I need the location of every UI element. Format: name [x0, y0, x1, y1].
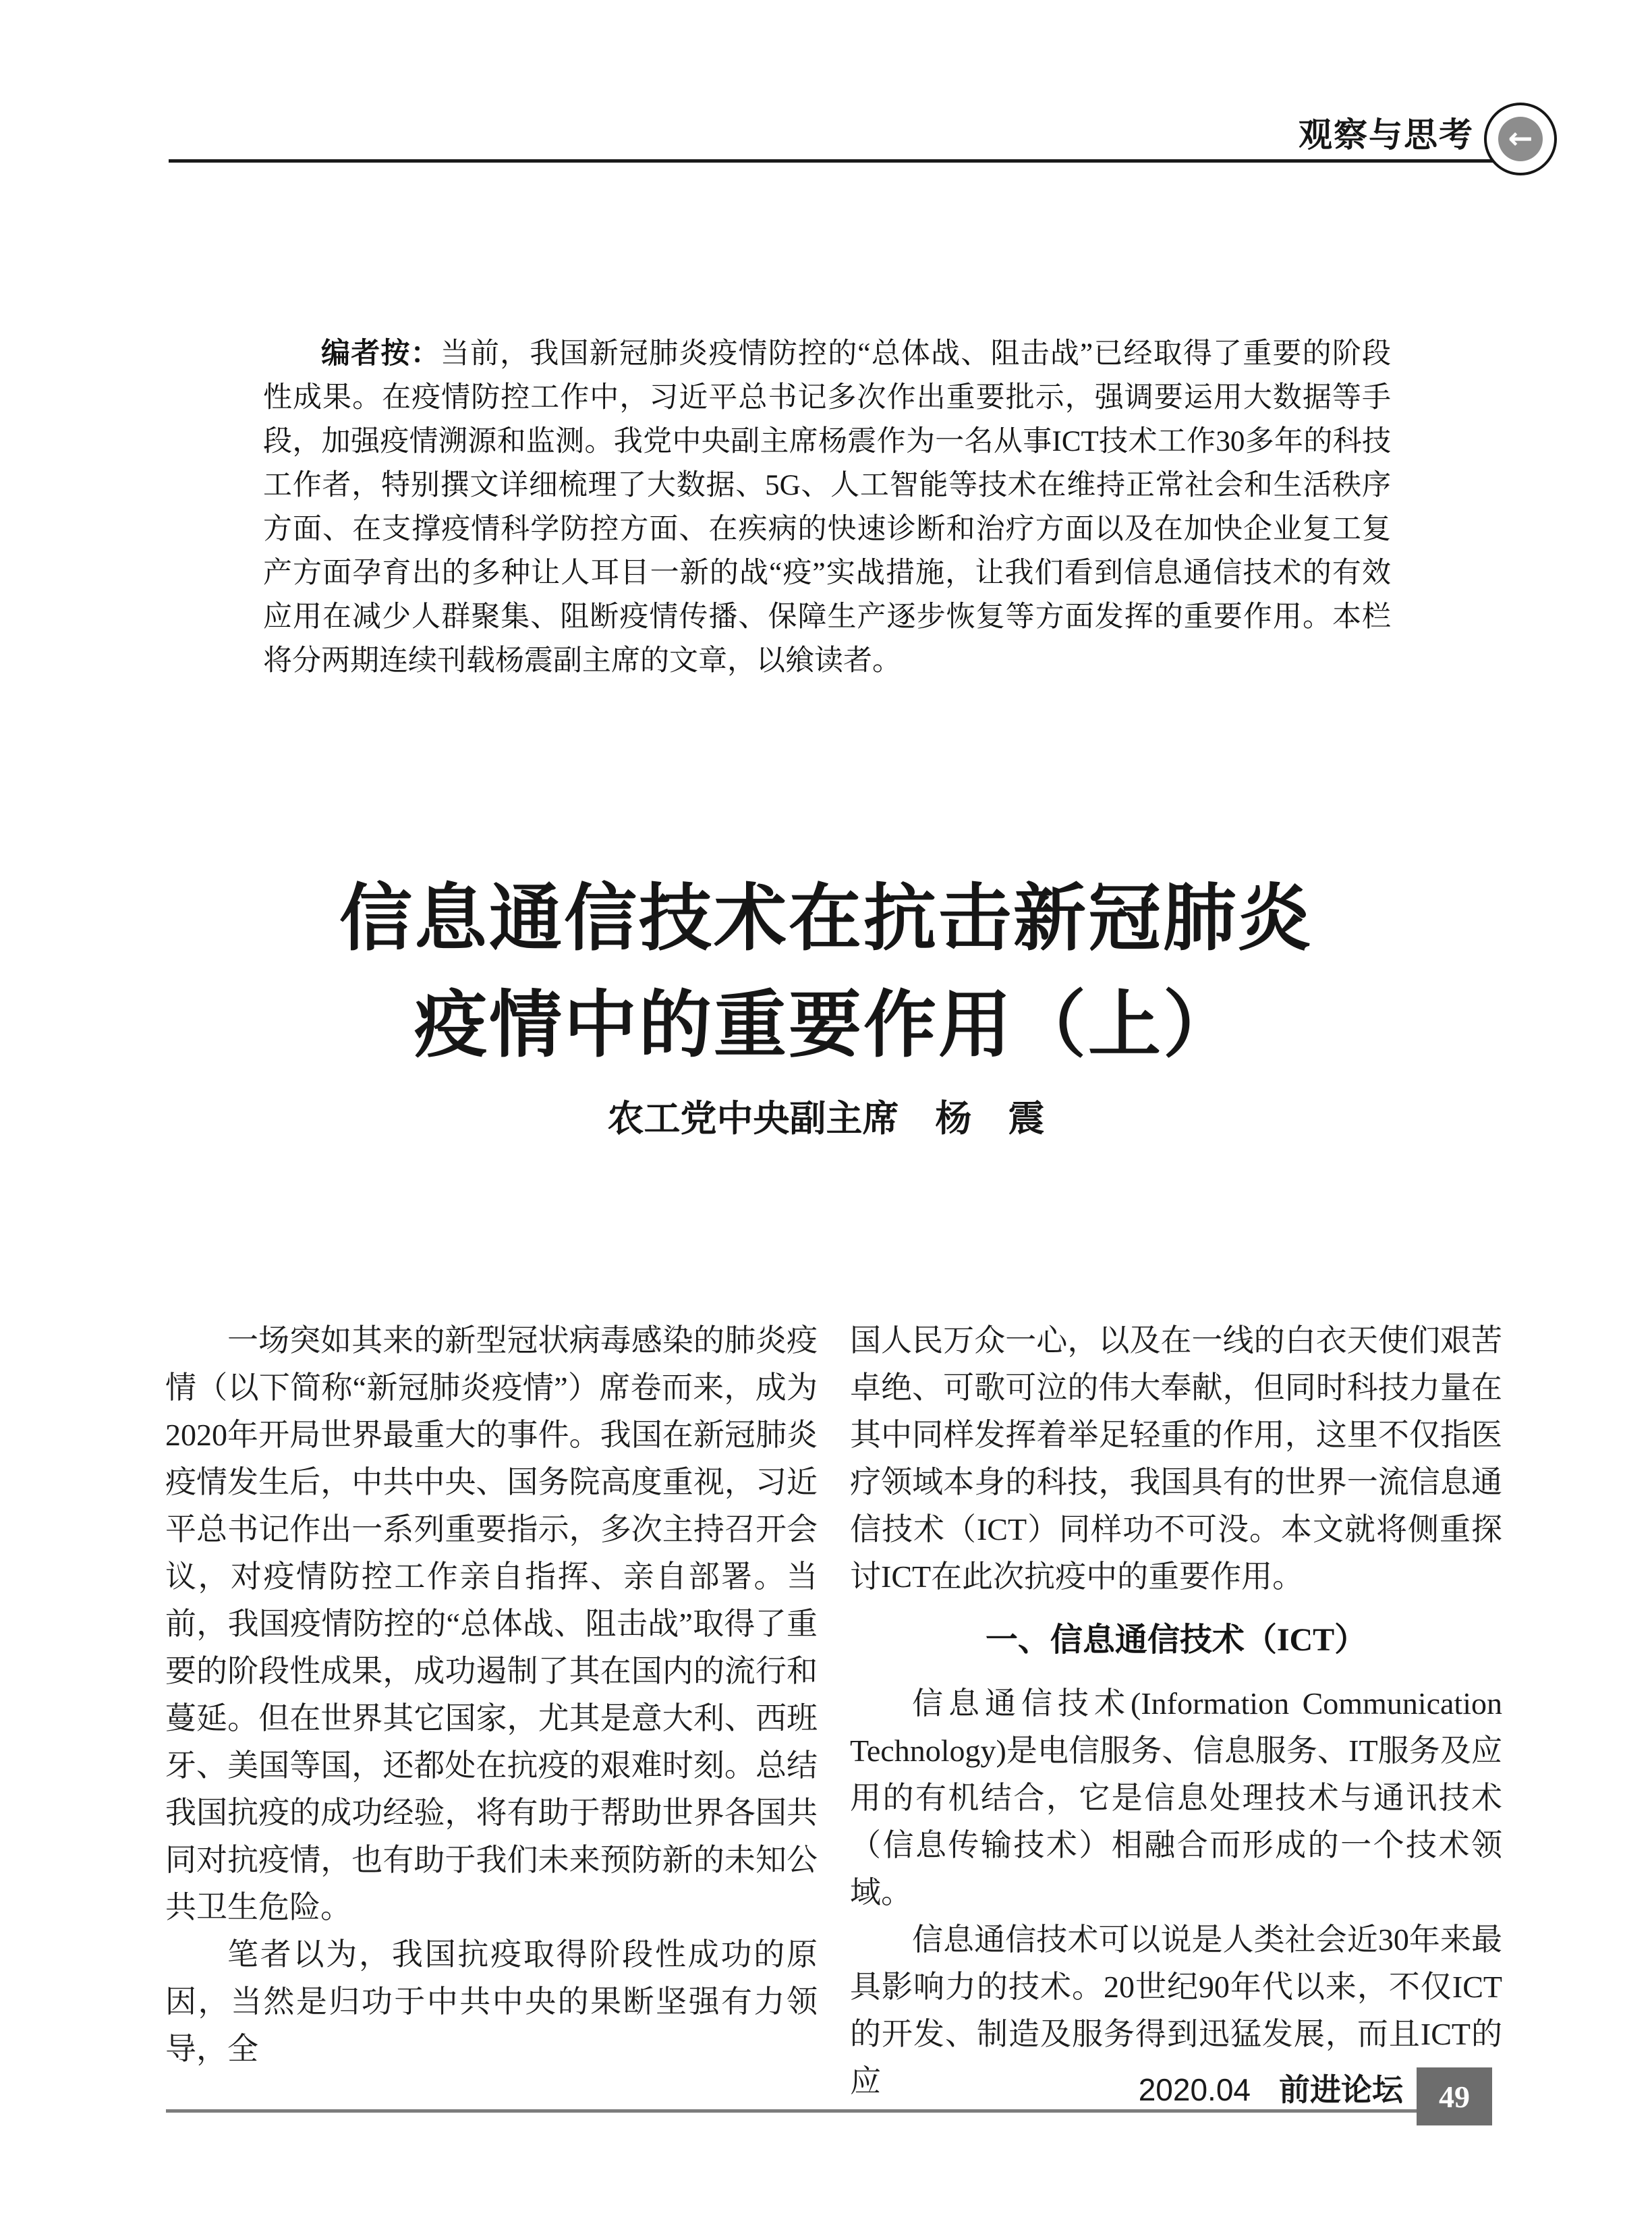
footer-issue: 2020.04 [1138, 2072, 1251, 2107]
article-title-line2: 疫情中的重要作用（上） [414, 984, 1238, 1065]
back-arrow-icon-core [1498, 117, 1543, 161]
page-number: 49 [1439, 2079, 1470, 2114]
left-arrow-glyph: ← [1508, 121, 1533, 156]
article-title [0, 865, 1652, 1078]
footer-rule [166, 2109, 1492, 2113]
left-column [165, 1317, 818, 2066]
footer-journal-name: 前进论坛 [1279, 2073, 1403, 2107]
editor-note-label: 编者按： [321, 338, 440, 370]
section-heading: 一、信息通信技术（ICT） [985, 1622, 1367, 1658]
footer-text [1139, 2071, 1403, 2109]
section-label: 观察与思考 [1299, 116, 1474, 154]
body-paragraph: 信息通信技术(Information Communication Technology)是电信服务、信息服务、IT服务及应用的有机结合，它是信息处理技术与通讯技术（信息传输技术）相融合而形成的一个技术领域。 [850, 1686, 1502, 1910]
article-author: 农工党中央副主席 杨 震 [607, 1098, 1045, 1139]
article-title-line1: 信息通信技术在抗击新冠肺炎 [339, 877, 1313, 959]
body-paragraph: 信息通信技术可以说是人类社会近30年来最具影响力的技术。20世纪90年代以来，不仅ICT的开发、制造及服务得到迅猛发展，而且ICT的应 [850, 1922, 1502, 2098]
header-rule [169, 159, 1521, 163]
page-number-badge [1417, 2067, 1492, 2125]
editor-note-paragraph [263, 332, 1391, 683]
editor-note [263, 332, 1391, 683]
back-arrow-icon [1484, 103, 1557, 175]
body-paragraph: 笔者以为，我国抗疫取得阶段性成功的原因，当然是归功于中共中央的果断坚强有力领导，全 [165, 1937, 818, 2066]
editor-note-text: 当前，我国新冠肺炎疫情防控的“总体战、阻击战”已经取得了重要的阶段性成果。在疫情防控工作中，习近平总书记多次作出重要批示，强调要运用大数据等手段，加强疫情溯源和监测。我党中央副主席杨震作为一名从事ICT技术工作30多年的科技工作者，特别撰文详细梳理了大数据、5G、人工智能等技术在维持正常社会和生活秩序方面、在支撑疫情科学防控方面、在疾病的快速诊断和治疗方面以及在加快企业复工复产方面孕育出的多种让人耳目一新的战“疫”实战措施，让我们看到信息通信技术的有效应用在减少人群聚集、阻断疫情传播、保障生产逐步恢复等方面发挥的重要作用。本栏将分两期连续刊载杨震副主席的文章，以飨读者。 [263, 338, 1392, 677]
body-paragraph: 国人民万众一心，以及在一线的白衣天使们艰苦卓绝、可歌可泣的伟大奉献，但同时科技力量在其中同样发挥着举足轻重的作用，这里不仅指医疗领域本身的科技，我国具有的世界一流信息通信技术（ICT）同样功不可没。本文就将侧重探讨ICT在此次抗疫中的重要作用。 [850, 1323, 1502, 1594]
body-paragraph: 一场突如其来的新型冠状病毒感染的肺炎疫情（以下简称“新冠肺炎疫情”）席卷而来，成为2020年开局世界最重大的事件。我国在新冠肺炎疫情发生后，中共中央、国务院高度重视，习近平总书记作出一系列重要指示，多次主持召开会议，对疫情防控工作亲自指挥、亲自部署。当前，我国疫情防控的“总体战、阻击战”取得了重要的阶段性成果，成功遏制了其在国内的流行和蔓延。但在世界其它国家，尤其是意大利、西班牙、美国等国，还都处在抗疫的艰难时刻。总结我国抗疫的成功经验，将有助于帮助世界各国共同对抗疫情，也有助于我们未来预防新的未知公共卫生危险。 [165, 1323, 818, 1924]
